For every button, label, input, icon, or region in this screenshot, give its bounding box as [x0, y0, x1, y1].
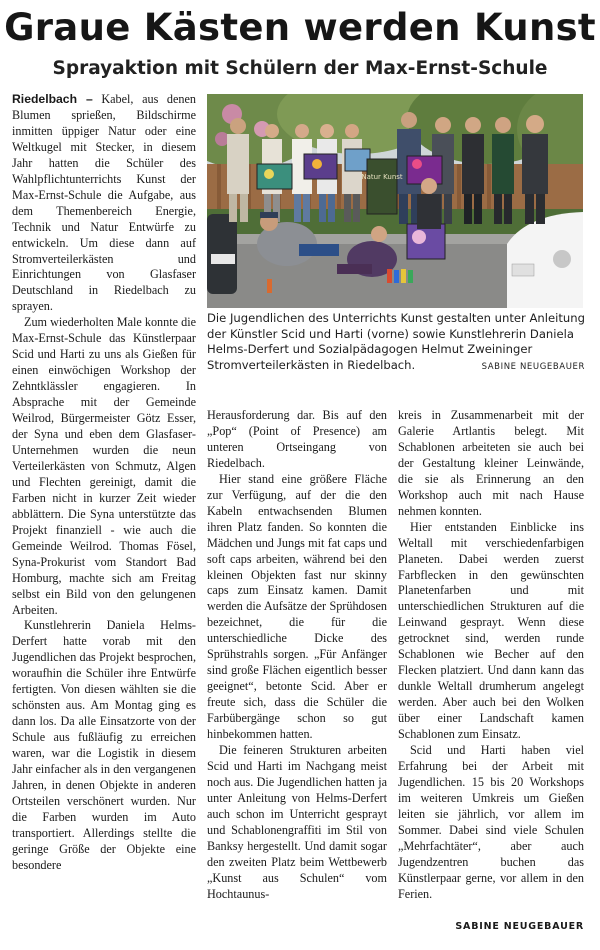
paragraph: Kunstlehrerin Daniela Helms-Derfert hatte vorab mit den Jugendlichen das Projekt besprochen, woraufhin die Schüler ihre Entwürfe fertigten. Von diesen wählten sie die schönsten aus. Am Montag ging es dann los. Da alle Einsatzorte von der Schule aus fußläufig zu erreichen waren, war die Logistik in diesem Jahr einfacher als in den vergangenen Jahren, in denen Objekte in anderen Ortsteilen verschönert wurden. Nur die Farben wurden im Auto transportiert. Allerdings stellte die geringe Größe der Objekte eine besondere [12, 618, 196, 872]
caption-text: Die Jugendlichen des Unterrichts Kunst gestalten unter Anleitung der Künstler Scid und Harti (vorne) sowie Kunstlehrerin Daniela Helms-Derfert und Sozialpädagogen Helmut Zweininger Stromverteilerkästen in Riedelbach. [207, 311, 585, 372]
dateline: Riedelbach – [12, 92, 93, 106]
paragraph [12, 92, 196, 315]
paragraph: Zum wiederholten Male konnte die Max-Ernst-Schule das Künstlerpaar Scid und Harti zu uns als Gießen für einen einwöchigen Workshop der Zehntklässler engagieren. In Absprache mit der Gemeinde Weilrod, Bürgermeister Götz Esser, der Syna und eben dem Glasfaser-Unternehmen wurden die neun Verteilerkästen von Schmutz, Algen und Flechten gereinigt, damit die Farben nicht in kurzer Zeit wieder abblättern. Die Syna unterstützte das Projekt finanziell - wie auch die Gemeinde Weilrod. Thomas Fösel, Syna-Prokurist vom Standort Bad Homburg, machte sich am Freitag selbst ein Bild von den gelungenen Arbeiten. [12, 315, 196, 617]
headline: Graue Kästen werden Kunst [4, 6, 596, 49]
sign-text: Natur Kunst [361, 173, 403, 181]
article-photo [207, 94, 583, 308]
paragraph: Hier stand eine größere Fläche zur Verfügung, auf der die den Kabeln entwachsenden Blumen ihren Platz fanden. So konnten die Mädchen und Jungs mit fat caps und soft caps arbeiten, während bei den kleinen Objekten fast nur skinny caps zum Einsatz kamen. Damit werden die Aufsätze der Sprühdosen bezeichnet, die für die unterschiedliche Dicke des Sprühstrahls sorgen. „Für Anfänger sind große Flächen eigentlich besser geeignet“, betonte Scid. Aber er freute sich, dass die Schüler die Farbübergänge schon so gut hinbekommen hatten. [207, 471, 387, 742]
article-column-2 [207, 408, 387, 903]
paragraph: Hier entstanden Einblicke ins Weltall mit verschiedenfarbigen Planeten. Dabei werden zuerst Farbflecken in den gewünschten Planetenfarben und mit unterschiedlichen Strukturen auf die Leinwand gesprayt. Wenn diese getrocknet sind, werden runde Schablonen wie Becher auf den Flecken platziert. Und dann kann das dunkle Weltall drumherum angelegt werden. Aber auch bei den Wolken über einer Landschaft kamen Schablonen zum Einsatz. [398, 519, 584, 742]
paragraph: kreis in Zusammenarbeit mit der Galerie Artlantis belegt. Mit Schablonen arbeiteten sie auch bei der Gestaltung kleiner Leinwände, die sie als Erinnerung an den Workshop auch mit nach Hause nehmen konnten. [398, 408, 584, 518]
paragraph: Herausforderung dar. Bis auf den „Pop“ (Point of Presence) am unteren Ortseingang von Riedelbach. [207, 408, 387, 470]
paragraph-text: Kabel, aus denen Blumen sprießen, Bildschirme inmitten üppiger Natur oder eine Weltkugel mit Stecker, in diesem Jahr hatten die Schüler des Wahlpflichtunterrichts Kunst der Max-Ernst-Schule die Aufgabe, aus dem Themenbereich Energie, Technik und Natur Entwürfe zu entwickeln. Um diese dann auf Stromverteilerkästen und Einrichtungen von Glasfaser Deutschland in Riedelbach zu sprayen. [12, 92, 197, 314]
photo-credit: SABINE NEUGEBAUER [481, 361, 585, 372]
author-byline: SABINE NEUGEBAUER [455, 921, 584, 932]
article-column-3 [398, 408, 584, 903]
subheadline: Sprayaktion mit Schülern der Max-Ernst-Schule [52, 58, 548, 79]
photo-caption [207, 311, 585, 375]
article-column-1 [12, 92, 196, 874]
paragraph: Die feineren Strukturen arbeiten Scid und Harti im Nachgang meist noch aus. Die Jugendlichen hatten ja unter Anleitung von Helms-Derfert auch schon im Unterricht gesprayt und Schablonengraffiti im Stil von Banksy hergestellt. Und damit sogar den zweiten Platz beim Wettbewerb „Kunst aus Schulen“ vom Hochtaunus- [207, 743, 387, 901]
paragraph: Scid und Harti haben viel Erfahrung bei der Arbeit mit Jugendlichen. 15 bis 20 Workshops im weiteren Umkreis um Gießen leiten sie jährlich, vor allem im Sommer. Dabei sind viele Schulen „Mehrfachtäter“, aber auch Jugendzentren buchen das Künstlerpaar gerne, vor allem in den Ferien. [398, 743, 584, 901]
